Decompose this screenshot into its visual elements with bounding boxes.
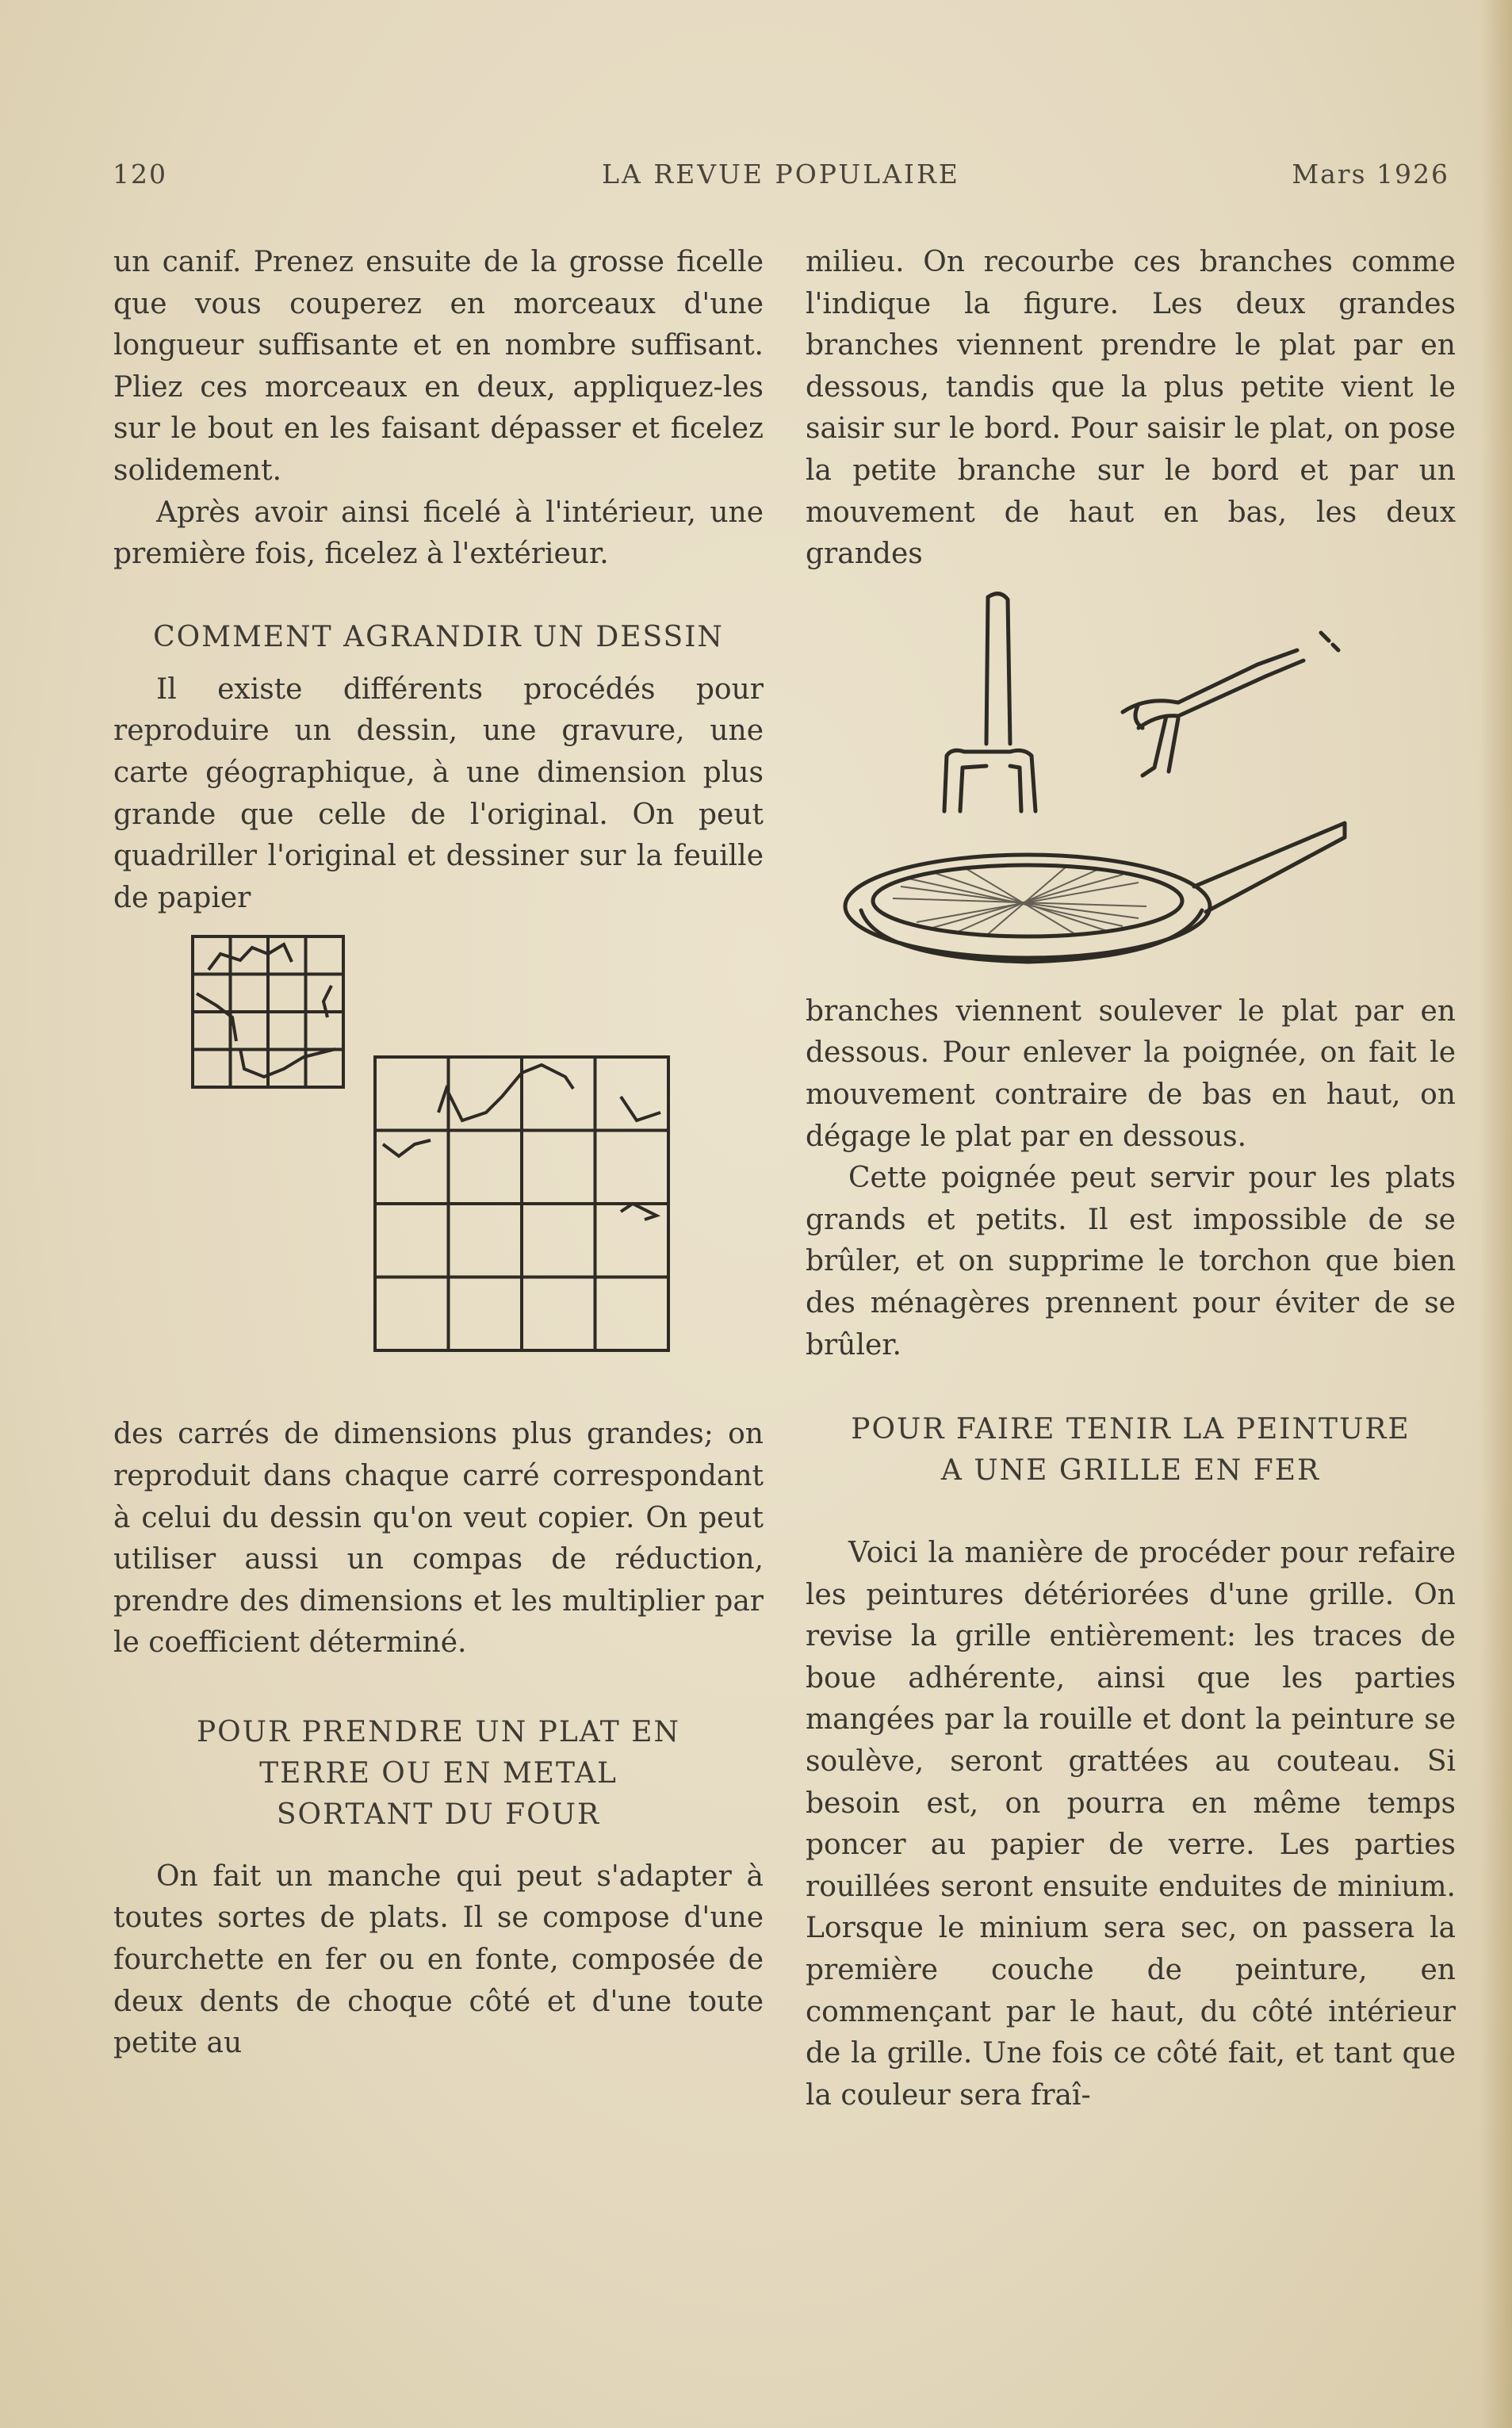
heading-peinture-grille [806,1409,1456,1492]
page-header [113,159,1449,198]
heading-prendre-plat-line1: POUR PRENDRE UN PLAT EN [196,1715,681,1748]
grid-enlargement-figure [113,930,764,1406]
left-paragraph-1: un canif. Prenez ensuite de la grosse ficelle que vous couperez en morceaux d'une longueur suffisante et en nombre suffisant. Pliez ces morceaux en deux, appliquez-les sur le bout en les faisant dépasser et ficelez solidement. [113,246,764,487]
journal-title: LA REVUE POPULAIRE [602,159,960,190]
heading-prendre-plat-line3: SORTANT DU FOUR [276,1798,601,1831]
heading-peinture-grille-line1: POUR FAIRE TENIR LA PEINTURE [851,1413,1411,1446]
heading-peinture-grille-line2: A UNE GRILLE EN FER [940,1454,1321,1488]
heading-prendre-plat-line2: TERRE OU EN METAL [259,1756,618,1790]
grid-drawing [113,930,764,1406]
right-paragraph-2: branches viennent soulever le plat par en dessous. Pour enlever la poignée, on fait le mouvement contraire de bas en haut, on dégage le plat par en dessous. [806,994,1456,1153]
right-paragraph-1: milieu. On recourbe ces branches comme l'indique la figure. Les deux grandes branches viennent prendre le plat par en dessous, tandis que la plus petite vient le saisir sur le bord. Pour saisir le plat, on pose la petite branche sur le bord et par un mouvement de haut en bas, les deux grandes [806,246,1456,571]
issue-date: Mars 1926 [1292,159,1449,190]
left-paragraph-4: des carrés de dimensions plus grandes; on reproduit dans chaque carré correspondant à celui du dessin qu'on veut copier. On peut utiliser aussi un compas de réduction, prendre des dimensions et les multiplier par le coefficient déterminé. [113,1418,764,1660]
right-column [806,242,1456,2116]
heading-prendre-plat [113,1712,764,1836]
page-edge-shadow [1480,0,1512,2428]
heading-agrandir-dessin: COMMENT AGRANDIR UN DESSIN [153,620,724,653]
right-paragraph-3: Cette poignée peut servir pour les plats grands et petits. Il est impossible de se brûler, et on supprime le torchon que bien des ménagères prennent pour éviter de se brûler. [806,1162,1456,1361]
left-paragraph-3: Il existe différents procédés pour reproduire un dessin, une gravure, une carte géographique, à une dimension plus grande que celle de l'original. On peut quadriller l'original et dessiner sur la feuille de papier [113,672,764,914]
left-column [113,242,764,2065]
left-paragraph-5: On fait un manche qui peut s'adapter à toutes sortes de plats. Il se compose d'une fourchette en fer ou en fonte, composée de deux dents de choque côté et d'une toute petite au [113,1859,764,2060]
pan-handle-drawing [806,585,1456,982]
left-paragraph-2: Après avoir ainsi ficelé à l'intérieur, une première fois, ficelez à l'extérieur. [113,496,764,571]
page-number: 120 [113,159,167,190]
right-paragraph-4: Voici la manière de procéder pour refaire les peintures détériorées d'une grille. On revise la grille entièrement: les traces de boue adhérente, ainsi que les parties mangées par la rouille et dont la peinture se soulève, seront grattées au couteau. Si besoin est, on pourra en même temps poncer au papier de verre. Les parties rouillées seront ensuite enduites de minium. Lorsque le minium sera sec, on passera la première couche de peinture, en commençant par le haut, du côté intérieur de la grille. Une fois ce côté fait, et tant que la couleur sera fraî- [806,1537,1456,2112]
pan-handle-figure [806,585,1456,982]
